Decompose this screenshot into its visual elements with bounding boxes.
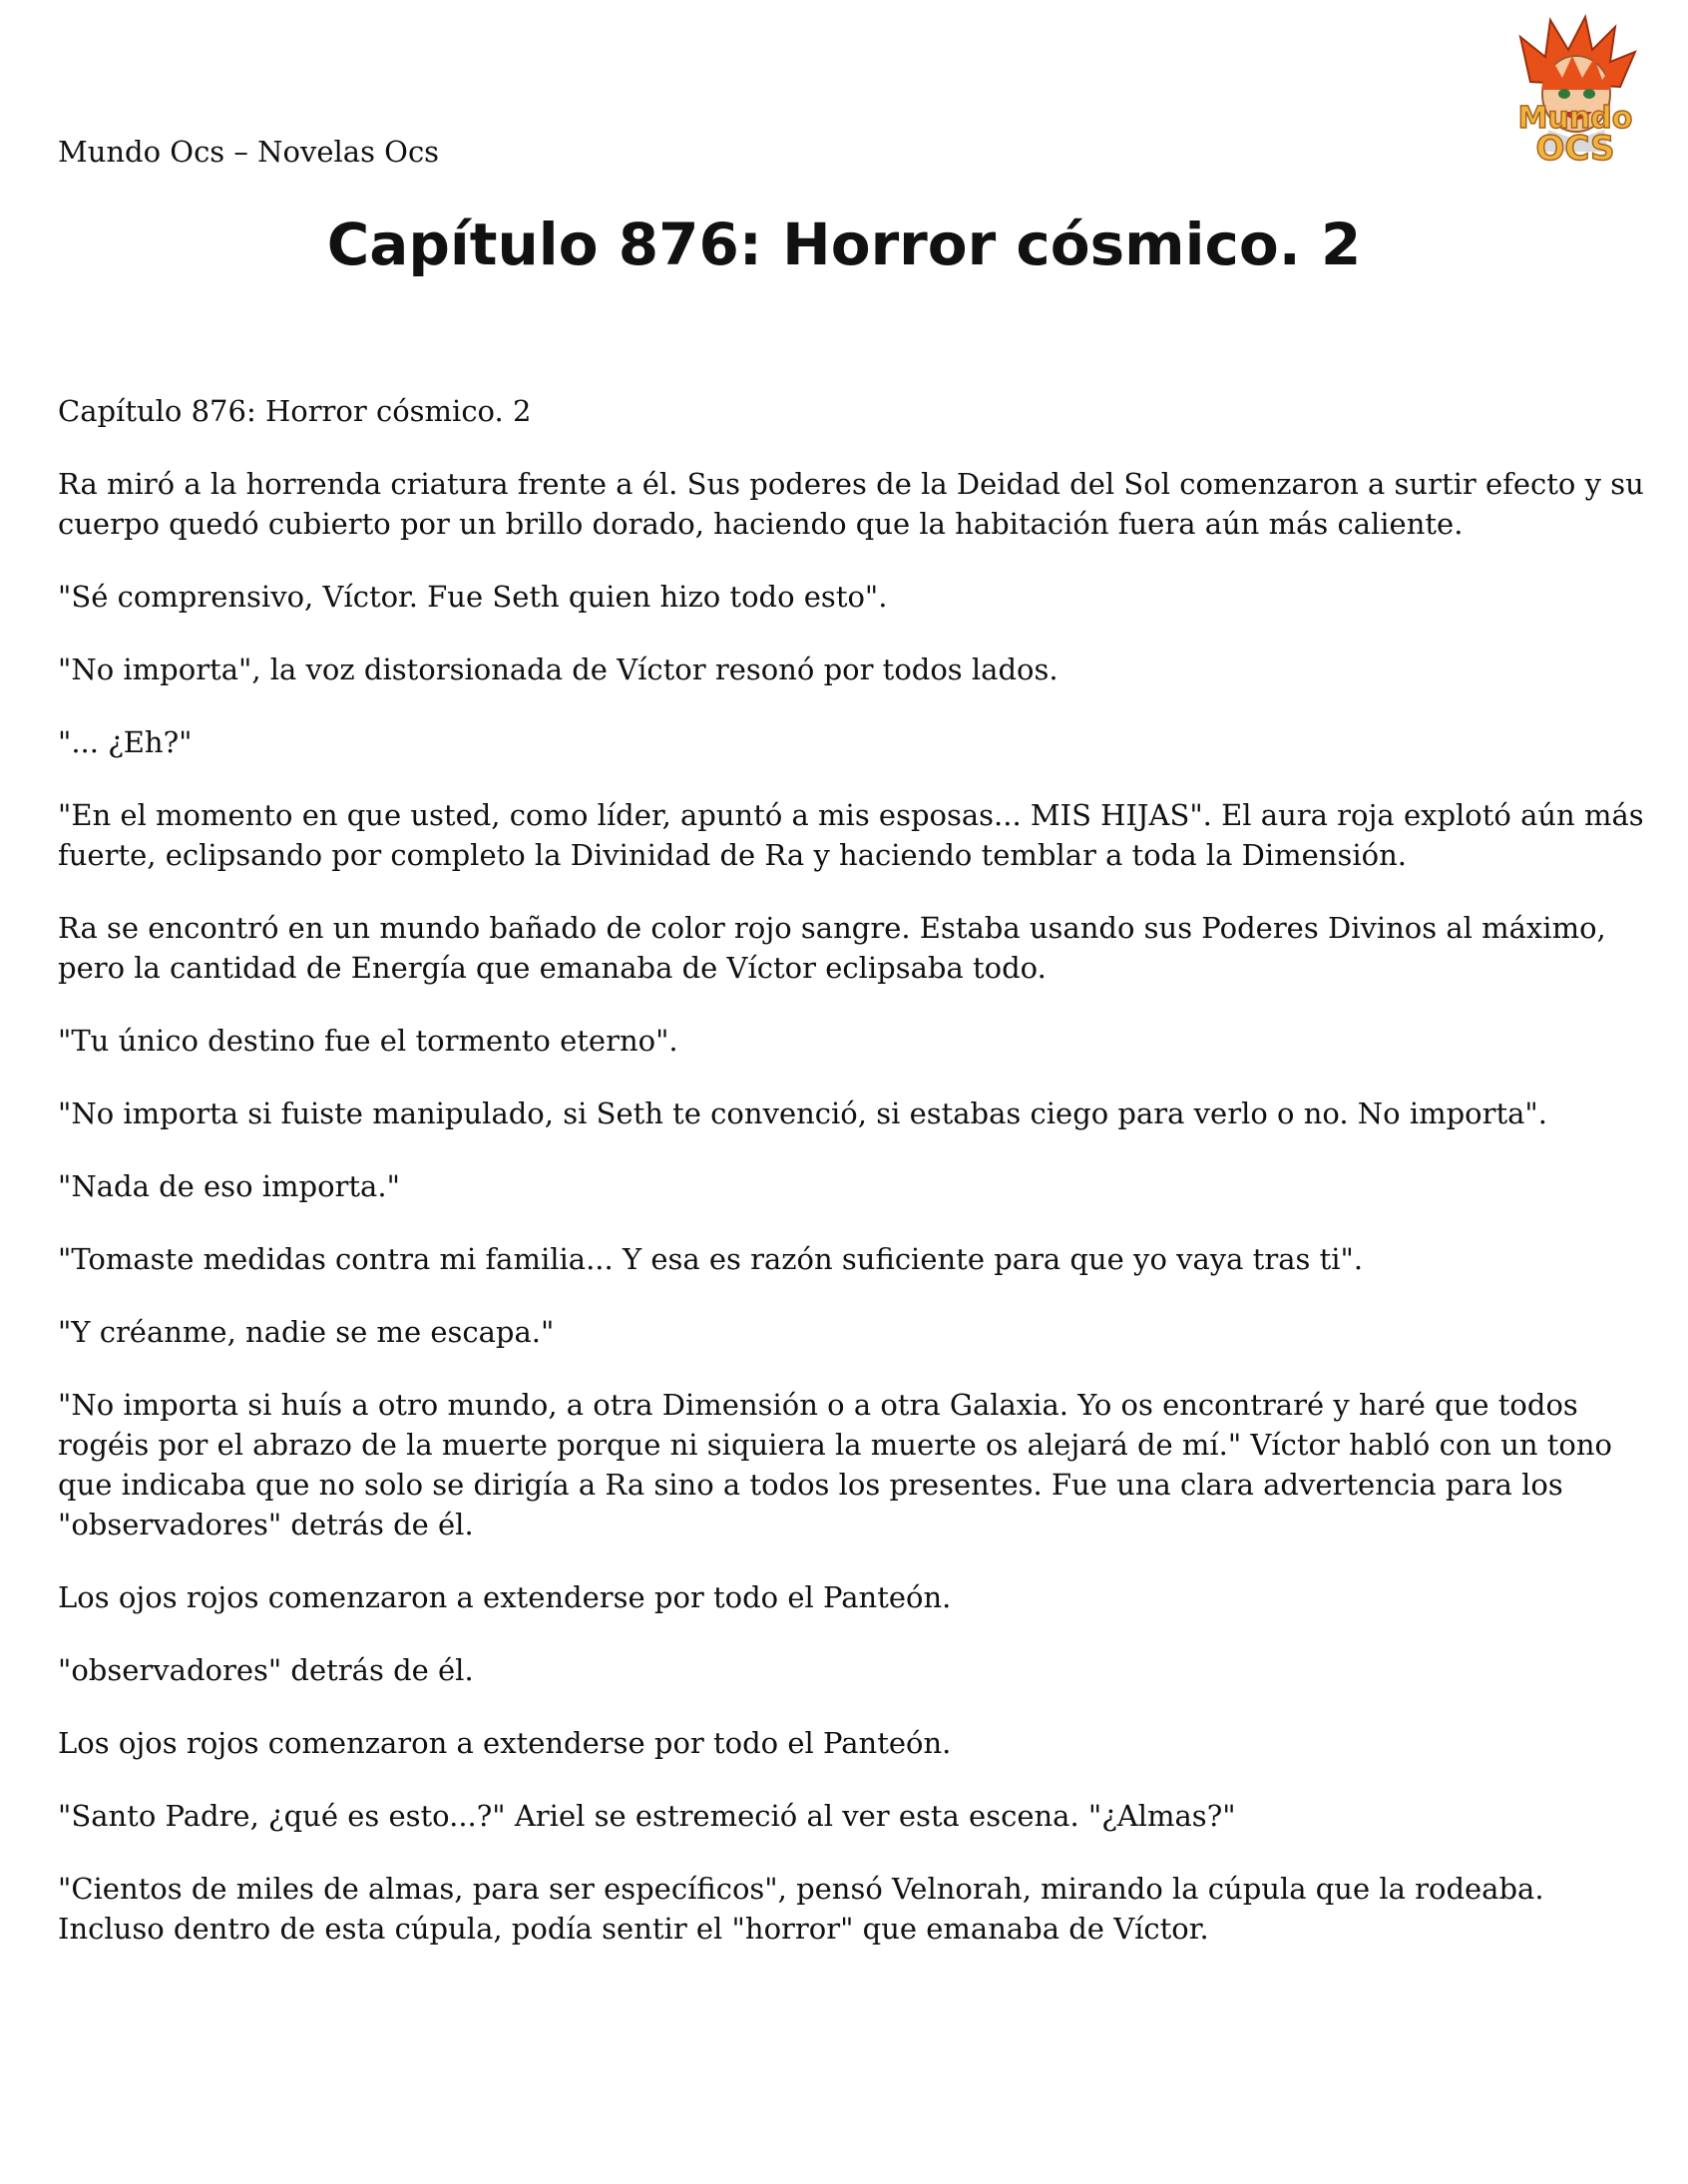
paragraph: Los ojos rojos comenzaron a extenderse por todo el Panteón. bbox=[58, 1580, 952, 1614]
logo-text-line2: OCS bbox=[1535, 129, 1615, 169]
paragraph: "No importa si fuiste manipulado, si Seth te convenció, si estabas ciego para verlo o no. No importa". bbox=[58, 1096, 1547, 1130]
logo-text-line1: Mundo bbox=[1517, 101, 1633, 136]
paragraph: Ra miró a la horrenda criatura frente a él. Sus poderes de la Deidad del Sol comenzaron a surtir efecto y su cuerpo quedó cubierto por un brillo dorado, haciendo que la habitación fuera aún más caliente. bbox=[58, 467, 1644, 541]
paragraph: "Tomaste medidas contra mi familia... Y esa es razón suficiente para que yo vaya tras ti". bbox=[58, 1242, 1364, 1276]
paragraph: "observadores" detrás de él. bbox=[58, 1653, 474, 1687]
paragraph: "... ¿Eh?" bbox=[58, 725, 193, 759]
paragraph: "No importa si huís a otro mundo, a otra Dimensión o a otra Galaxia. Yo os encontraré y haré que todos rogéis por el abrazo de la muerte porque ni siquiera la muerte os alejará de mí." Víctor habló con un tono que indicaba que no solo se dirigía a Ra sino a todos los presentes. Fue una clara advertencia para los "observadores" detrás de él. bbox=[58, 1388, 1612, 1541]
paragraph: Ra se encontró en un mundo bañado de color rojo sangre. Estaba usando sus Poderes Divinos al máximo, pero la cantidad de Energía que emanaba de Víctor eclipsaba todo. bbox=[58, 911, 1606, 985]
paragraph: "En el momento en que usted, como líder, apuntó a mis esposas... MIS HIJAS". El aura roja explotó aún más fuerte, eclipsando por completo la Divinidad de Ra y haciendo temblar a toda la Dimensión. bbox=[58, 798, 1644, 872]
paragraph: "Nada de eso importa." bbox=[58, 1169, 400, 1203]
paragraph: "Sé comprensivo, Víctor. Fue Seth quien hizo todo esto". bbox=[58, 580, 888, 614]
paragraph: "Tu único destino fue el tormento eterno". bbox=[58, 1024, 678, 1058]
page-title: Capítulo 876: Horror cósmico. 2 bbox=[326, 211, 1362, 278]
mundo-ocs-logo bbox=[1490, 12, 1660, 182]
paragraph: Los ojos rojos comenzaron a extenderse por todo el Panteón. bbox=[58, 1726, 952, 1760]
paragraph: Capítulo 876: Horror cósmico. 2 bbox=[58, 394, 532, 428]
paragraph: "No importa", la voz distorsionada de Víctor resonó por todos lados. bbox=[58, 653, 1058, 686]
paragraph: "Cientos de miles de almas, para ser específicos", pensó Velnorah, mirando la cúpula que la rodeaba. Incluso dentro de esta cúpula, podía sentir el "horror" que emanaba de Víctor. bbox=[58, 1872, 1544, 1946]
site-header: Mundo Ocs – Novelas Ocs bbox=[58, 135, 440, 169]
chapter-body bbox=[58, 391, 1648, 1981]
paragraph: "Santo Padre, ¿qué es esto...?" Ariel se estremeció al ver esta escena. "¿Almas?" bbox=[58, 1799, 1236, 1833]
paragraph: "Y créanme, nadie se me escapa." bbox=[58, 1315, 555, 1349]
